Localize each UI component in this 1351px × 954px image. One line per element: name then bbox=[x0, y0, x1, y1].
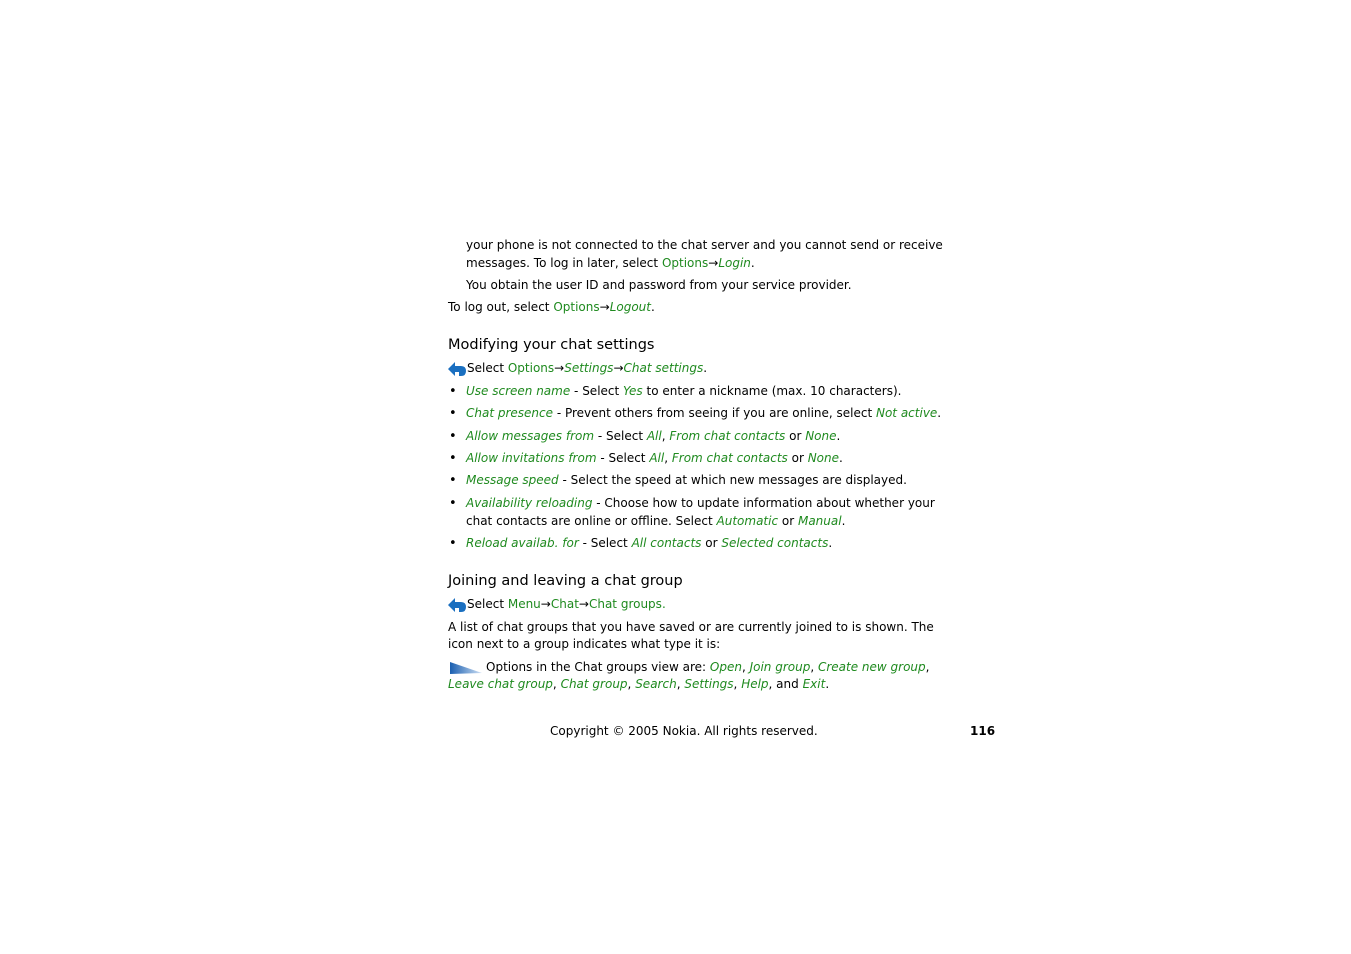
bullet-icon: • bbox=[449, 384, 457, 399]
copyright-footer: Copyright © 2005 Nokia. All rights reserved. bbox=[550, 724, 818, 738]
list-item: Reload availab. for - Select All contacts or Selected contacts. bbox=[466, 536, 833, 550]
note-pen-icon bbox=[449, 661, 483, 675]
intro-line-2: messages. To log in later, select Options→Login. bbox=[466, 256, 755, 270]
options-note-line-2: Leave chat group, Chat group, Search, Settings, Help, and Exit. bbox=[448, 677, 830, 691]
section-title-chat-settings: Modifying your chat settings bbox=[448, 337, 655, 353]
intro-line-1: your phone is not connected to the chat server and you cannot send or receive bbox=[466, 238, 943, 252]
shortcut-arrow-icon bbox=[447, 597, 467, 614]
list-item: Allow invitations from - Select All, From chat contacts or None. bbox=[466, 451, 843, 465]
options-note-line-1: Options in the Chat groups view are: Open, Join group, Create new group, bbox=[486, 660, 930, 674]
select-chat-settings-instruction: Select Options→Settings→Chat settings. bbox=[467, 361, 708, 375]
shortcut-arrow-icon bbox=[447, 361, 467, 378]
select-chat-groups-instruction: Select Menu→Chat→Chat groups. bbox=[467, 597, 666, 611]
list-item: Use screen name - Select Yes to enter a nickname (max. 10 characters). bbox=[466, 384, 902, 398]
logout-link: Logout bbox=[609, 300, 651, 314]
list-item: Availability reloading - Choose how to update information about whether your bbox=[466, 496, 935, 510]
paragraph-line-2: icon next to a group indicates what type it is: bbox=[448, 637, 721, 651]
paragraph-line-1: A list of chat groups that you have saved or are currently joined to is shown. The bbox=[448, 620, 934, 634]
list-item: Message speed - Select the speed at which new messages are displayed. bbox=[466, 473, 907, 487]
options-link: Options bbox=[661, 256, 709, 270]
bullet-icon: • bbox=[449, 473, 457, 488]
bullet-icon: • bbox=[449, 406, 457, 421]
list-item-continuation: chat contacts are online or offline. Select Automatic or Manual. bbox=[466, 514, 846, 528]
page-number: 116 bbox=[970, 724, 996, 738]
bullet-icon: • bbox=[449, 429, 457, 444]
list-item: Allow messages from - Select All, From chat contacts or None. bbox=[466, 429, 841, 443]
login-link: Login bbox=[718, 256, 751, 270]
list-item: Chat presence - Prevent others from seeing if you are online, select Not active. bbox=[466, 406, 942, 420]
bullet-icon: • bbox=[449, 536, 457, 551]
logout-line: To log out, select Options→Logout. bbox=[448, 300, 655, 314]
options-link: Options bbox=[553, 300, 600, 314]
intro-line-3: You obtain the user ID and password from your service provider. bbox=[466, 278, 852, 292]
section-title-chat-group: Joining and leaving a chat group bbox=[448, 573, 683, 589]
bullet-icon: • bbox=[449, 496, 457, 511]
bullet-icon: • bbox=[449, 451, 457, 466]
